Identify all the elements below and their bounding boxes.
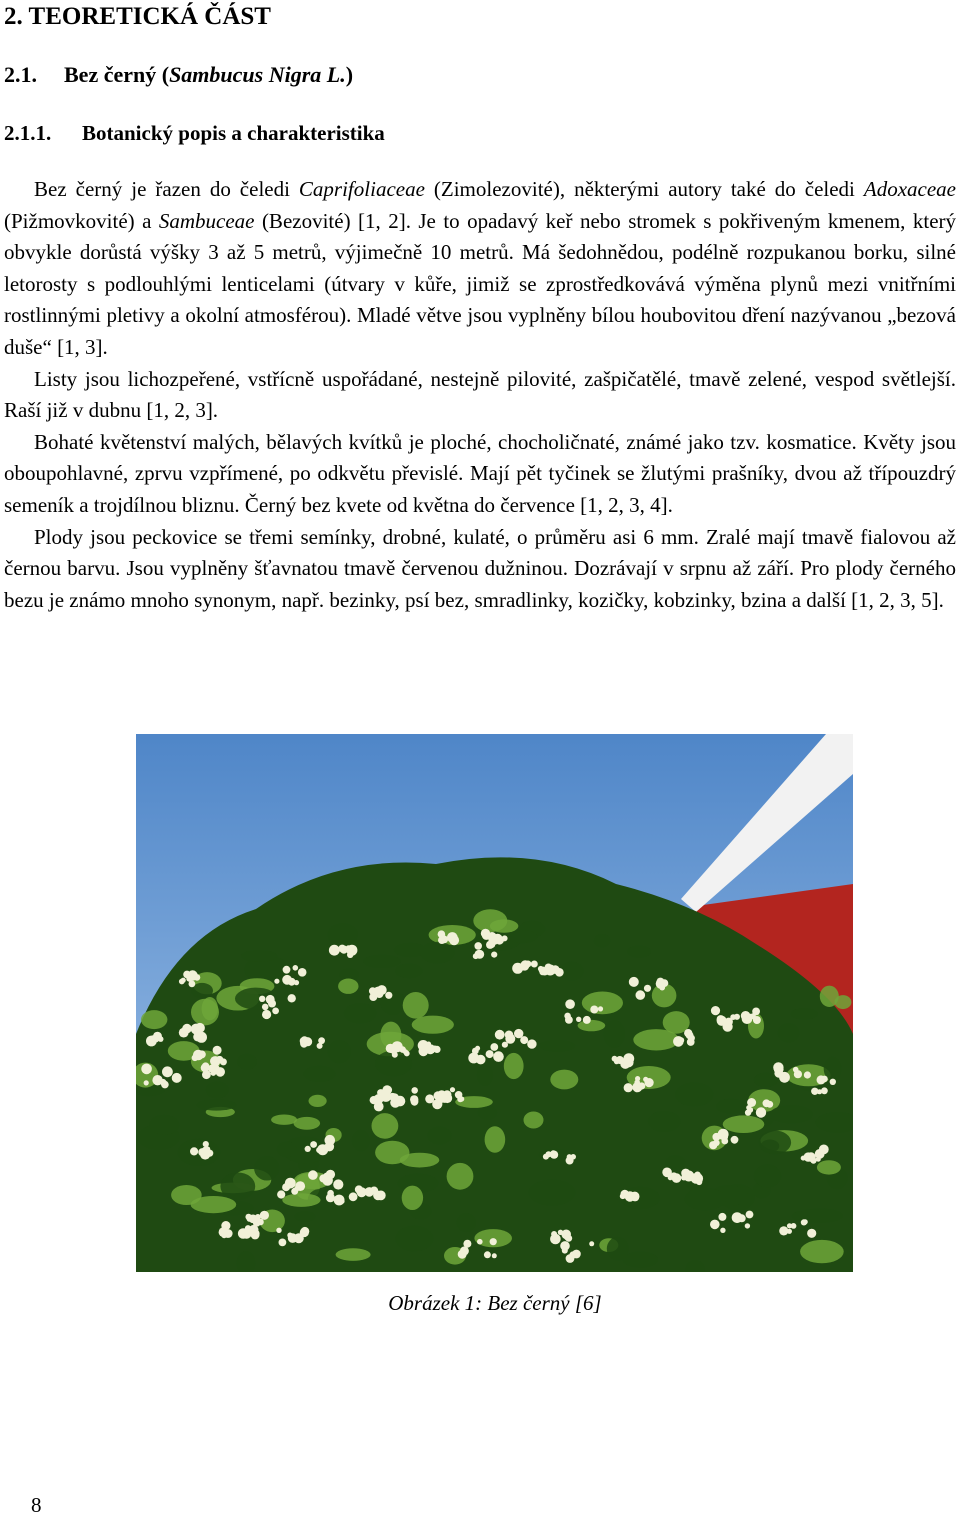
blossom bbox=[293, 965, 299, 971]
blossom bbox=[276, 1228, 281, 1233]
blossom bbox=[325, 1142, 335, 1152]
blossom bbox=[349, 1192, 358, 1201]
blossom bbox=[346, 945, 357, 956]
leaf bbox=[328, 1040, 351, 1063]
leaf bbox=[395, 1226, 433, 1252]
blossom bbox=[794, 1070, 802, 1078]
blossom bbox=[288, 994, 296, 1002]
blossom bbox=[334, 1195, 345, 1206]
blossom bbox=[661, 979, 669, 987]
blossom bbox=[319, 1174, 327, 1182]
leaf bbox=[524, 1112, 544, 1129]
blossom bbox=[687, 1038, 695, 1046]
blossom bbox=[731, 1136, 739, 1144]
blossom bbox=[305, 1146, 311, 1152]
blossom bbox=[438, 936, 446, 944]
leaf bbox=[344, 1003, 377, 1023]
paragraph-4: Plody jsou peckovice se třemi semínky, drobné, kulaté, o průměru asi 6 mm. Zralé mají tmavě fialovou až černou barvu. Jsou vyplněny šťavnatou tmavě červenou dužninou. Dozrávají v srpnu až září. Pro plody černého bezu je známo mnoho synonym, např. bezinky, psí bez, smradlinky, kozičky, kobzinky, bzina a další [1, 2, 3, 5]. bbox=[4, 524, 956, 612]
blossom bbox=[681, 1175, 687, 1181]
leaf bbox=[607, 1237, 629, 1261]
blossom bbox=[643, 1077, 648, 1082]
blossom bbox=[447, 932, 458, 943]
blossom bbox=[774, 1064, 784, 1074]
leaf bbox=[149, 1115, 179, 1135]
blossom bbox=[612, 1056, 618, 1062]
leaf bbox=[578, 1020, 606, 1031]
blossom bbox=[198, 1050, 206, 1058]
blossom bbox=[282, 1183, 290, 1191]
blossom bbox=[636, 990, 646, 1000]
blossom bbox=[598, 1006, 603, 1011]
blossom bbox=[632, 1194, 639, 1201]
blossom bbox=[717, 1015, 725, 1023]
blossom bbox=[474, 942, 482, 950]
blossom bbox=[262, 1004, 269, 1011]
blossom bbox=[255, 1214, 261, 1220]
leaf bbox=[277, 1142, 297, 1158]
leaf bbox=[684, 1188, 725, 1210]
leaf bbox=[447, 1163, 474, 1190]
blossom bbox=[374, 1102, 384, 1112]
blossom bbox=[752, 1008, 760, 1016]
blossom bbox=[644, 985, 651, 992]
leaf bbox=[539, 1040, 575, 1052]
leaf bbox=[627, 946, 651, 958]
blossom bbox=[329, 945, 340, 956]
leaf bbox=[485, 1126, 506, 1152]
subsection-number: 2.1.1. bbox=[4, 121, 52, 145]
blossom bbox=[161, 1081, 169, 1089]
blossom bbox=[490, 1238, 497, 1245]
blossom bbox=[590, 1006, 598, 1014]
blossom bbox=[695, 1173, 701, 1179]
blossom bbox=[830, 1079, 836, 1085]
blossom bbox=[301, 1036, 309, 1044]
blossom bbox=[450, 1087, 455, 1092]
leaf bbox=[271, 1115, 297, 1125]
blossom bbox=[172, 1073, 182, 1083]
blossom bbox=[791, 1223, 797, 1229]
blossom bbox=[565, 1016, 573, 1024]
blossom bbox=[502, 1042, 508, 1048]
leaf bbox=[403, 992, 429, 1019]
leaf bbox=[582, 992, 623, 1015]
elderberry-photo bbox=[136, 734, 853, 1272]
blossom bbox=[411, 1087, 418, 1094]
subsection-heading bbox=[4, 118, 385, 148]
blossom bbox=[807, 1229, 816, 1238]
blossom bbox=[310, 1141, 317, 1148]
elderberry-photo-illustration bbox=[136, 734, 853, 1272]
blossom bbox=[821, 1087, 828, 1094]
blossom bbox=[433, 1046, 440, 1053]
leaf bbox=[402, 1186, 423, 1210]
blossom bbox=[283, 966, 291, 974]
leaf bbox=[220, 1173, 255, 1200]
blossom bbox=[481, 929, 490, 938]
blossom bbox=[213, 1046, 222, 1055]
blossom bbox=[190, 1147, 198, 1155]
blossom bbox=[583, 1016, 591, 1024]
blossom bbox=[718, 1213, 726, 1221]
blossom bbox=[365, 1187, 375, 1197]
latin-name: Adoxaceae bbox=[863, 177, 956, 201]
blossom bbox=[520, 1036, 528, 1044]
blossom bbox=[725, 1018, 733, 1026]
blossom bbox=[550, 1150, 556, 1156]
blossom bbox=[279, 1239, 287, 1247]
paragraph-2: Listy jsou lichozpeřené, vstřícně uspořádané, nestejně pilovité, zašpičatělé, tmavě zelené, vespod světlejší. Raší již v dubnu [1, 2, 3]. bbox=[4, 366, 956, 423]
leaf bbox=[623, 1252, 658, 1268]
blossom bbox=[463, 1240, 471, 1248]
blossom bbox=[746, 1211, 754, 1219]
leaf bbox=[754, 1164, 781, 1187]
blossom bbox=[195, 1023, 205, 1033]
blossom bbox=[272, 1008, 279, 1015]
blossom bbox=[732, 1212, 743, 1223]
blossom bbox=[472, 1048, 479, 1055]
leaf bbox=[820, 986, 839, 1007]
leaf bbox=[457, 1213, 476, 1232]
leaf bbox=[778, 1023, 800, 1042]
blossom bbox=[386, 1044, 395, 1053]
leaf bbox=[352, 1130, 370, 1151]
leaf bbox=[665, 1155, 685, 1169]
blossom bbox=[576, 1017, 581, 1022]
blossom bbox=[326, 1193, 335, 1202]
leaf bbox=[633, 1029, 679, 1050]
blossom bbox=[565, 999, 575, 1009]
section-title-start: Bez černý ( bbox=[64, 62, 170, 87]
blossom bbox=[300, 1228, 309, 1237]
blossom bbox=[382, 1085, 391, 1094]
leaf bbox=[477, 1065, 493, 1086]
blossom bbox=[475, 950, 484, 959]
leaf bbox=[675, 1083, 713, 1107]
section-heading bbox=[4, 60, 353, 90]
blossom bbox=[779, 1226, 788, 1235]
blossom bbox=[162, 1066, 173, 1077]
leaf bbox=[241, 950, 277, 962]
leaf bbox=[206, 1082, 229, 1099]
blossom bbox=[144, 1080, 149, 1085]
blossom bbox=[318, 1037, 325, 1044]
leaf bbox=[478, 1106, 498, 1120]
text-run: Bez černý je řazen do čeledi bbox=[34, 177, 299, 201]
blossom bbox=[287, 1233, 292, 1238]
blossom bbox=[811, 1088, 818, 1095]
leaf bbox=[769, 1105, 813, 1123]
blossom bbox=[215, 1067, 225, 1077]
text-run: (Zimolezovité), některými autory také do čeledi bbox=[424, 177, 864, 201]
leaf bbox=[507, 930, 538, 943]
leaf bbox=[529, 1180, 576, 1206]
blossom bbox=[624, 1083, 633, 1092]
leaf bbox=[375, 1141, 409, 1165]
blossom bbox=[493, 1051, 504, 1062]
blossom bbox=[527, 1039, 536, 1048]
blossom bbox=[756, 1107, 766, 1117]
blossom bbox=[418, 1040, 429, 1051]
chapter-heading: 2. TEORETICKÁ ČÁST bbox=[4, 3, 271, 30]
blossom bbox=[266, 995, 275, 1004]
leaf bbox=[363, 955, 401, 968]
blossom bbox=[260, 1211, 269, 1220]
leaf bbox=[791, 1008, 818, 1019]
blossom bbox=[150, 1035, 156, 1041]
figure-caption: Obrázek 1: Bez černý [6] bbox=[388, 1291, 602, 1315]
blossom bbox=[620, 1193, 626, 1199]
blossom bbox=[181, 978, 186, 983]
blossom bbox=[245, 1225, 251, 1231]
blossom bbox=[562, 1248, 568, 1254]
blossom bbox=[531, 961, 538, 968]
paragraph-3: Bohaté květenství malých, bělavých kvítků je ploché, chocholičnaté, známé jako tzv. kosmatice. Květy jsou oboupohlavné, zprvu vzpřímené, po odkvětu převislé. Mají pět tyčinek se žlutými prašníky, dvou až třípouzdrý semeník a trojdílnou bliznu. Černý bez kvete od května do července [1, 2, 3, 4]. bbox=[4, 429, 956, 517]
blossom bbox=[747, 1098, 756, 1107]
blossom bbox=[741, 1011, 751, 1021]
leaf bbox=[817, 1160, 841, 1174]
leaf bbox=[191, 1196, 237, 1213]
leaf bbox=[604, 1020, 625, 1048]
blossom bbox=[333, 1179, 343, 1189]
blossom bbox=[566, 1254, 575, 1263]
leaf bbox=[303, 1066, 335, 1082]
blossom bbox=[338, 945, 346, 953]
blossom bbox=[440, 1093, 446, 1099]
leaf bbox=[723, 1115, 765, 1133]
blossom bbox=[390, 1093, 399, 1102]
leaf bbox=[338, 979, 358, 994]
leaf bbox=[336, 1248, 371, 1261]
blossom bbox=[490, 1043, 498, 1051]
leaf bbox=[202, 997, 218, 1020]
blossom bbox=[259, 996, 265, 1002]
leaf bbox=[648, 1111, 681, 1132]
leaf bbox=[282, 1193, 320, 1207]
blossom bbox=[541, 967, 549, 975]
leaf bbox=[395, 964, 423, 979]
blossom bbox=[221, 1221, 230, 1230]
blossom bbox=[355, 1185, 363, 1193]
section-number: 2.1. bbox=[4, 62, 37, 87]
blossom bbox=[277, 1190, 285, 1198]
latin-name: Sambuceae bbox=[158, 208, 255, 233]
latin-name: Caprifoliaceae bbox=[298, 177, 425, 201]
text-run: (Bezovité) [1, 2]. Je to opadavý keř nebo stromek s pokřiveným kmenem, který obvykle dorůstá výšky 3 až 5 metrů, výjimečně 10 metrů. Má šedohnědou, podélně rozpukanou borku, silné letorosty s podlouhlými lenticelami (útvary v kůře, jimiž se zprostředkovává výměna plynů mezi vnitřními rostlinnými pletivy a okolní atmosférou). Mladé větve jsou vyplněny bílou houbovitou dření nazývanou „bezová duše“ [1, 3]. bbox=[4, 208, 957, 359]
blossom bbox=[525, 961, 532, 968]
blossom bbox=[629, 977, 639, 987]
blossom bbox=[632, 1082, 642, 1092]
subsection-title: Botanický popis a charakteristika bbox=[82, 121, 385, 145]
blossom bbox=[589, 1241, 594, 1246]
section-title-end: ) bbox=[345, 62, 354, 87]
blossom bbox=[274, 979, 279, 984]
blossom bbox=[488, 941, 495, 948]
blossom bbox=[564, 1234, 571, 1241]
blossom bbox=[459, 1096, 464, 1101]
blossom bbox=[720, 1228, 725, 1233]
blossom bbox=[753, 1016, 761, 1024]
blossom bbox=[745, 1223, 750, 1228]
leaf bbox=[141, 1010, 167, 1029]
blossom bbox=[476, 1055, 486, 1065]
blossom bbox=[486, 1050, 494, 1058]
blossom bbox=[491, 952, 497, 958]
blossom bbox=[686, 1031, 694, 1039]
blossom bbox=[745, 1109, 751, 1115]
blossom bbox=[492, 1253, 497, 1258]
blossom bbox=[262, 1010, 271, 1019]
blossom bbox=[711, 1006, 720, 1015]
blossom bbox=[201, 1064, 209, 1072]
blossom bbox=[766, 1101, 773, 1108]
blossom bbox=[566, 1157, 574, 1165]
blossom bbox=[635, 1076, 640, 1081]
blossom bbox=[551, 1231, 557, 1237]
paragraph-1 bbox=[4, 174, 956, 364]
blossom bbox=[316, 1147, 322, 1153]
blossom bbox=[245, 1214, 251, 1220]
blossom bbox=[290, 1182, 295, 1187]
blossom bbox=[220, 1058, 227, 1065]
blossom bbox=[670, 1172, 677, 1179]
blossom bbox=[819, 1145, 829, 1155]
blossom bbox=[187, 970, 197, 980]
blossom bbox=[224, 1229, 233, 1238]
blossom bbox=[182, 1024, 192, 1034]
leaf bbox=[550, 1070, 578, 1090]
section-title-latin: Sambucus Nigra L. bbox=[169, 62, 346, 87]
blossom bbox=[696, 1179, 702, 1185]
leaf bbox=[294, 1211, 315, 1222]
blossom bbox=[373, 987, 382, 996]
blossom bbox=[495, 1030, 505, 1040]
leaf bbox=[328, 923, 358, 946]
blossom bbox=[385, 992, 392, 999]
leaf bbox=[254, 1156, 279, 1180]
blossom bbox=[558, 1230, 563, 1235]
leaf bbox=[420, 942, 455, 964]
leaf bbox=[309, 1095, 327, 1107]
blossom bbox=[141, 1064, 152, 1075]
leaf bbox=[594, 934, 611, 947]
leaf bbox=[754, 1073, 778, 1087]
blossom bbox=[198, 1148, 206, 1156]
leaf bbox=[294, 1117, 321, 1130]
leaf bbox=[504, 1053, 524, 1079]
blossom bbox=[477, 1239, 483, 1245]
page-number: 8 bbox=[31, 1493, 42, 1517]
blossom bbox=[288, 978, 296, 986]
blossom bbox=[821, 1076, 828, 1083]
blossom bbox=[298, 968, 307, 977]
blossom bbox=[203, 1141, 209, 1147]
leaf bbox=[196, 1099, 236, 1110]
blossom bbox=[723, 1135, 728, 1140]
leaf bbox=[759, 1131, 791, 1155]
leaf bbox=[237, 1054, 257, 1070]
blossom bbox=[192, 1055, 199, 1062]
leaf bbox=[380, 991, 405, 1015]
leaf bbox=[427, 1127, 451, 1145]
blossom bbox=[710, 1220, 720, 1230]
body-text bbox=[4, 174, 956, 616]
text-run: (Pižmovkovité) a bbox=[4, 208, 159, 233]
blossom bbox=[411, 1098, 419, 1106]
leaf bbox=[716, 1099, 746, 1114]
blossom bbox=[458, 1250, 467, 1259]
blossom bbox=[803, 1219, 808, 1224]
blossom bbox=[804, 1071, 811, 1078]
leaf bbox=[800, 1240, 844, 1263]
blossom bbox=[713, 1140, 720, 1147]
blossom bbox=[308, 1170, 318, 1180]
blossom bbox=[484, 1251, 491, 1258]
blossom bbox=[801, 1156, 806, 1161]
blossom bbox=[404, 1051, 410, 1057]
blossom bbox=[251, 1231, 260, 1240]
blossom bbox=[291, 1188, 298, 1195]
blossom bbox=[502, 935, 508, 941]
leaf bbox=[372, 1113, 399, 1139]
leaf bbox=[473, 909, 507, 932]
blossom bbox=[678, 1037, 684, 1043]
blossom bbox=[373, 1191, 383, 1201]
